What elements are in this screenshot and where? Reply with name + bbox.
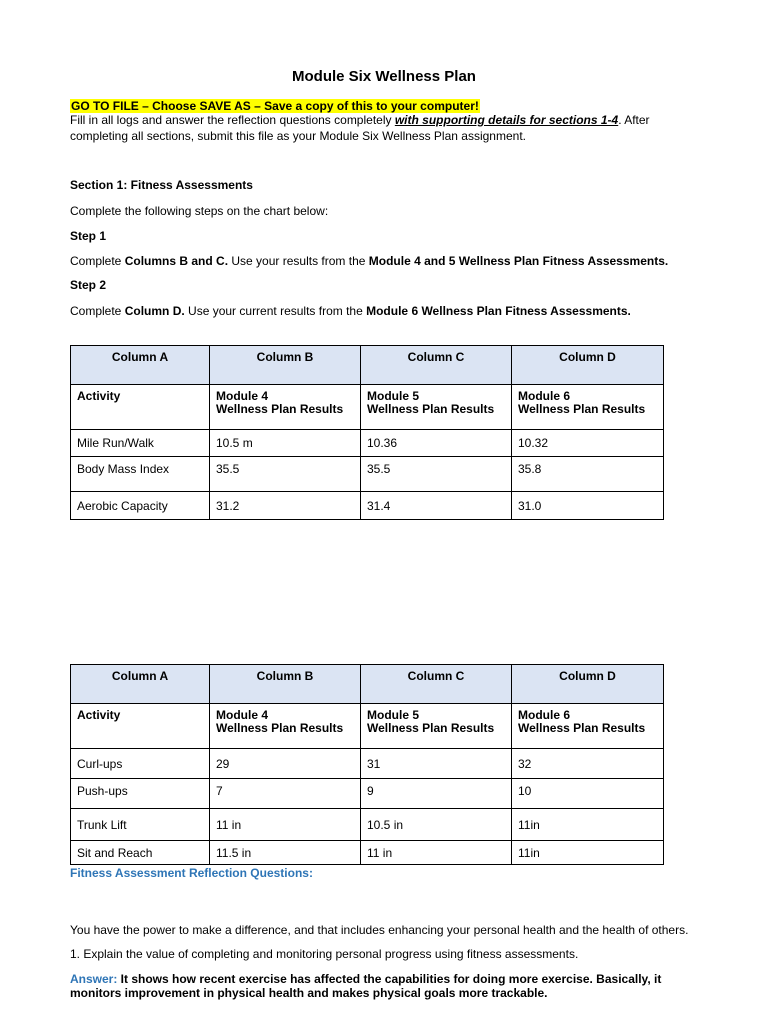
table-cell: 11 in — [361, 841, 512, 865]
table-subheader-row — [71, 704, 664, 749]
table-row — [71, 492, 664, 520]
header-cell: Column A — [71, 665, 210, 704]
header-cell: Column B — [210, 665, 361, 704]
table-cell: 31.2 — [210, 492, 361, 520]
subheader-line: Module 4 — [216, 389, 269, 403]
page-title: Module Six Wellness Plan — [292, 68, 476, 85]
subheader-line: Wellness Plan Results — [367, 402, 495, 416]
subheader-line: Wellness Plan Results — [518, 721, 646, 735]
header-cell: Column C — [361, 346, 512, 385]
step1-source: Module 4 and 5 Wellness Plan Fitness Assessments. — [368, 254, 669, 268]
table-cell: Aerobic Capacity — [71, 492, 210, 520]
section1-instruction: Complete the following steps on the chart below: — [70, 204, 329, 218]
subheader-line: Module 6 — [518, 708, 571, 722]
subheader-line: Wellness Plan Results — [216, 721, 344, 735]
table-cell: Trunk Lift — [71, 809, 210, 841]
intro-text-post: . After completing all sections, submit this file as your Module Six Wellness Plan assignment. — [70, 113, 650, 143]
step1-text — [70, 254, 668, 268]
step1-mid: Use your results from the — [228, 254, 369, 268]
table-cell: Sit and Reach — [71, 841, 210, 865]
subheader-line: Module 6 — [518, 389, 571, 403]
header-cell: Column D — [512, 346, 664, 385]
section1-heading: Section 1: Fitness Assessments — [70, 178, 253, 192]
table-cell: 10 — [512, 779, 664, 809]
step2-pre: Complete — [70, 304, 125, 318]
table-cell: 31.4 — [361, 492, 512, 520]
subheader-line: Module 5 — [367, 389, 420, 403]
step2-mid: Use your current results from the — [184, 304, 367, 318]
table-cell: 35.8 — [512, 457, 664, 492]
header-cell: Column B — [210, 346, 361, 385]
answer-label: Answer: — [70, 972, 118, 986]
header-cell: Column D — [512, 665, 664, 704]
step1-label: Step 1 — [70, 229, 107, 243]
table-row — [71, 809, 664, 841]
header-cell: Column A — [71, 346, 210, 385]
subheader-cell — [71, 704, 210, 749]
subheader-line: Module 5 — [367, 708, 420, 722]
intro-emphasis: with supporting details for sections 1-4 — [394, 113, 619, 127]
subheader-cell — [512, 704, 664, 749]
table-cell: 11in — [512, 841, 664, 865]
table-row — [71, 749, 664, 779]
subheader-cell — [71, 385, 210, 430]
intro-paragraph — [70, 112, 695, 144]
table-cell: 29 — [210, 749, 361, 779]
subheader-line: Wellness Plan Results — [216, 402, 344, 416]
reflection-intro: You have the power to make a difference, and that includes enhancing your personal health and the health of others. — [70, 923, 689, 937]
subheader-cell — [361, 704, 512, 749]
table-subheader-row — [71, 385, 664, 430]
table-cell: Curl-ups — [71, 749, 210, 779]
table-header-row — [71, 665, 664, 704]
save-instruction — [70, 99, 480, 113]
table-cell: Body Mass Index — [71, 457, 210, 492]
table-cell: 10.32 — [512, 430, 664, 457]
table-row — [71, 430, 664, 457]
step2-source: Module 6 Wellness Plan Fitness Assessments. — [366, 304, 631, 318]
table-cell: 31 — [361, 749, 512, 779]
table-cell: 35.5 — [210, 457, 361, 492]
subheader-line: Module 4 — [216, 708, 269, 722]
step2-columns: Column D. — [124, 304, 185, 318]
subheader-line: Activity — [77, 389, 121, 403]
table-header-row — [71, 346, 664, 385]
table-cell: Mile Run/Walk — [71, 430, 210, 457]
table-cell: Push-ups — [71, 779, 210, 809]
subheader-cell — [210, 385, 361, 430]
table-cell: 7 — [210, 779, 361, 809]
table-cell: 11 in — [210, 809, 361, 841]
step1-pre: Complete — [70, 254, 125, 268]
answer-text: It shows how recent exercise has affected the capabilities for doing more exercise. Basically, it monitors improvement in physical health and makes physical goals more trackable. — [70, 972, 662, 1000]
fitness-table-1 — [70, 345, 664, 520]
subheader-cell — [361, 385, 512, 430]
step1-columns: Columns B and C. — [124, 254, 229, 268]
step2-label: Step 2 — [70, 278, 107, 292]
save-instruction-highlight: GO TO FILE – Choose SAVE AS – Save a copy of this to your computer! — [71, 99, 479, 113]
table-row — [71, 457, 664, 492]
answer-1 — [70, 972, 710, 1000]
table-row — [71, 841, 664, 865]
subheader-line: Activity — [77, 708, 121, 722]
subheader-line: Wellness Plan Results — [518, 402, 646, 416]
reflection-heading: Fitness Assessment Reflection Questions: — [70, 866, 313, 880]
table-cell: 35.5 — [361, 457, 512, 492]
subheader-cell — [210, 704, 361, 749]
subheader-line: Wellness Plan Results — [367, 721, 495, 735]
table-cell: 10.36 — [361, 430, 512, 457]
table-cell: 32 — [512, 749, 664, 779]
table-cell: 9 — [361, 779, 512, 809]
subheader-cell — [512, 385, 664, 430]
table-cell: 11.5 in — [210, 841, 361, 865]
table-row — [71, 779, 664, 809]
table-cell: 10.5 m — [210, 430, 361, 457]
step2-text — [70, 304, 631, 318]
table-cell: 10.5 in — [361, 809, 512, 841]
table-cell: 11in — [512, 809, 664, 841]
header-cell: Column C — [361, 665, 512, 704]
table-cell: 31.0 — [512, 492, 664, 520]
question-1: 1. Explain the value of completing and monitoring personal progress using fitness assessments. — [70, 947, 579, 961]
intro-text-pre: Fill in all logs and answer the reflection questions completely — [70, 113, 395, 127]
fitness-table-2 — [70, 664, 664, 865]
